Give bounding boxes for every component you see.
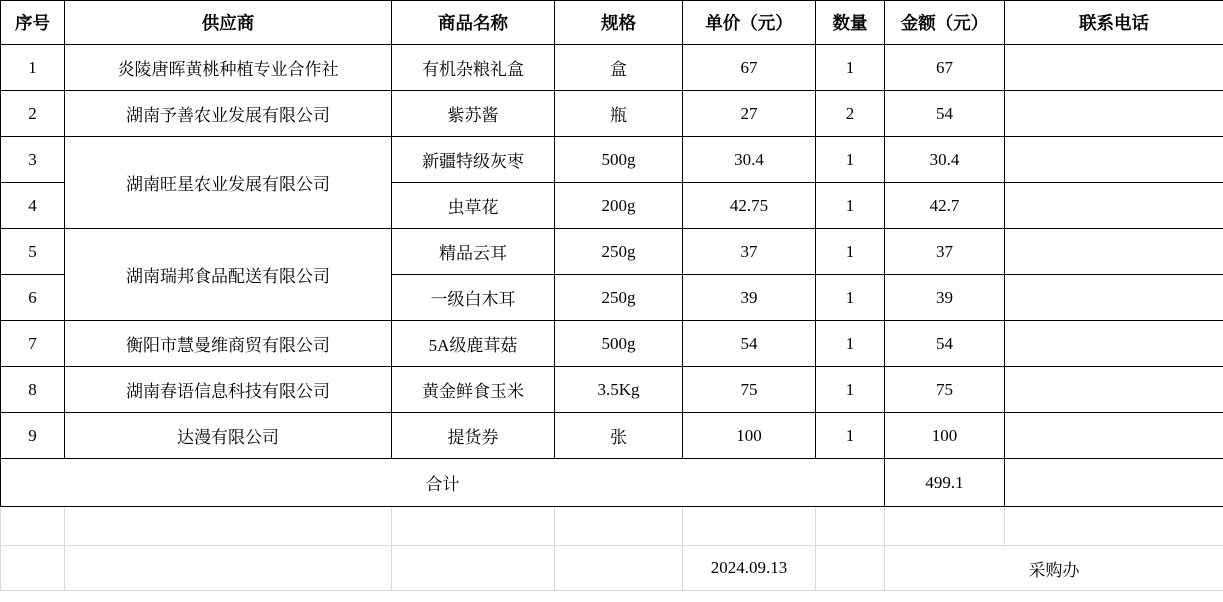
cell-index: 1 [1,45,65,91]
cell-index: 2 [1,91,65,137]
cell-phone [1005,275,1223,321]
cell-supplier: 炎陵唐晖黄桃种植专业合作社 [65,45,392,91]
blank-cell [1005,507,1223,546]
blank-cell [555,546,683,591]
cell-amount: 37 [885,229,1005,275]
cell-product: 紫苏酱 [392,91,555,137]
cell-quantity: 2 [816,91,885,137]
cell-unit-price: 42.75 [683,183,816,229]
cell-quantity: 1 [816,321,885,367]
cell-unit-price: 39 [683,275,816,321]
footer-date: 2024.09.13 [683,546,816,591]
table-row [1,413,1223,459]
blank-cell [1,546,65,591]
cell-supplier: 湖南春语信息科技有限公司 [65,367,392,413]
total-phone [1005,459,1223,507]
footer-department: 采购办 [885,546,1223,591]
cell-phone [1005,413,1223,459]
cell-product: 虫草花 [392,183,555,229]
cell-index: 3 [1,137,65,183]
cell-index: 4 [1,183,65,229]
cell-spec: 瓶 [555,91,683,137]
cell-supplier: 湖南旺星农业发展有限公司 [65,137,392,229]
cell-phone [1005,229,1223,275]
cell-phone [1005,45,1223,91]
blank-cell [683,507,816,546]
cell-amount: 100 [885,413,1005,459]
cell-phone [1005,321,1223,367]
table-row [1,367,1223,413]
blank-cell [816,546,885,591]
table-row [1,321,1223,367]
cell-amount: 54 [885,321,1005,367]
blank-cell [885,507,1005,546]
cell-amount: 42.7 [885,183,1005,229]
blank-cell [555,507,683,546]
cell-quantity: 1 [816,367,885,413]
cell-quantity: 1 [816,229,885,275]
cell-supplier: 达漫有限公司 [65,413,392,459]
cell-amount: 54 [885,91,1005,137]
cell-unit-price: 37 [683,229,816,275]
blank-row [1,507,1223,546]
cell-quantity: 1 [816,183,885,229]
cell-quantity: 1 [816,413,885,459]
cell-quantity: 1 [816,137,885,183]
blank-cell [65,546,392,591]
table-row [1,91,1223,137]
blank-cell [1,507,65,546]
cell-quantity: 1 [816,275,885,321]
column-header-product: 商品名称 [392,1,555,45]
footer-row [1,546,1223,591]
cell-product: 黄金鲜食玉米 [392,367,555,413]
cell-phone [1005,137,1223,183]
total-amount: 499.1 [885,459,1005,507]
cell-index: 5 [1,229,65,275]
table-row [1,137,1223,183]
table-row [1,229,1223,275]
column-header-quantity: 数量 [816,1,885,45]
cell-unit-price: 54 [683,321,816,367]
cell-spec: 500g [555,137,683,183]
column-header-supplier: 供应商 [65,1,392,45]
cell-index: 7 [1,321,65,367]
cell-spec: 200g [555,183,683,229]
cell-product: 5A级鹿茸菇 [392,321,555,367]
cell-product: 提货券 [392,413,555,459]
cell-amount: 30.4 [885,137,1005,183]
cell-spec: 250g [555,229,683,275]
blank-cell [392,507,555,546]
cell-spec: 张 [555,413,683,459]
column-header-index: 序号 [1,1,65,45]
column-header-amount: 金额（元） [885,1,1005,45]
column-header-unit-price: 单价（元） [683,1,816,45]
cell-amount: 67 [885,45,1005,91]
cell-unit-price: 67 [683,45,816,91]
table-total-row [1,459,1223,507]
cell-unit-price: 27 [683,91,816,137]
cell-supplier: 衡阳市慧曼维商贸有限公司 [65,321,392,367]
cell-supplier: 湖南予善农业发展有限公司 [65,91,392,137]
cell-amount: 75 [885,367,1005,413]
table-row [1,45,1223,91]
cell-quantity: 1 [816,45,885,91]
cell-index: 9 [1,413,65,459]
cell-phone [1005,367,1223,413]
cell-unit-price: 30.4 [683,137,816,183]
cell-supplier: 湖南瑞邦食品配送有限公司 [65,229,392,321]
cell-product: 精品云耳 [392,229,555,275]
cell-product: 有机杂粮礼盒 [392,45,555,91]
blank-cell [816,507,885,546]
cell-index: 8 [1,367,65,413]
cell-product: 一级白木耳 [392,275,555,321]
cell-amount: 39 [885,275,1005,321]
cell-spec: 盒 [555,45,683,91]
cell-product: 新疆特级灰枣 [392,137,555,183]
cell-index: 6 [1,275,65,321]
cell-unit-price: 75 [683,367,816,413]
column-header-phone: 联系电话 [1005,1,1223,45]
cell-phone [1005,91,1223,137]
cell-spec: 500g [555,321,683,367]
column-header-spec: 规格 [555,1,683,45]
total-label: 合计 [1,459,885,507]
cell-spec: 3.5Kg [555,367,683,413]
table-header-row [1,1,1223,45]
cell-phone [1005,183,1223,229]
cell-unit-price: 100 [683,413,816,459]
blank-cell [392,546,555,591]
blank-cell [65,507,392,546]
cell-spec: 250g [555,275,683,321]
